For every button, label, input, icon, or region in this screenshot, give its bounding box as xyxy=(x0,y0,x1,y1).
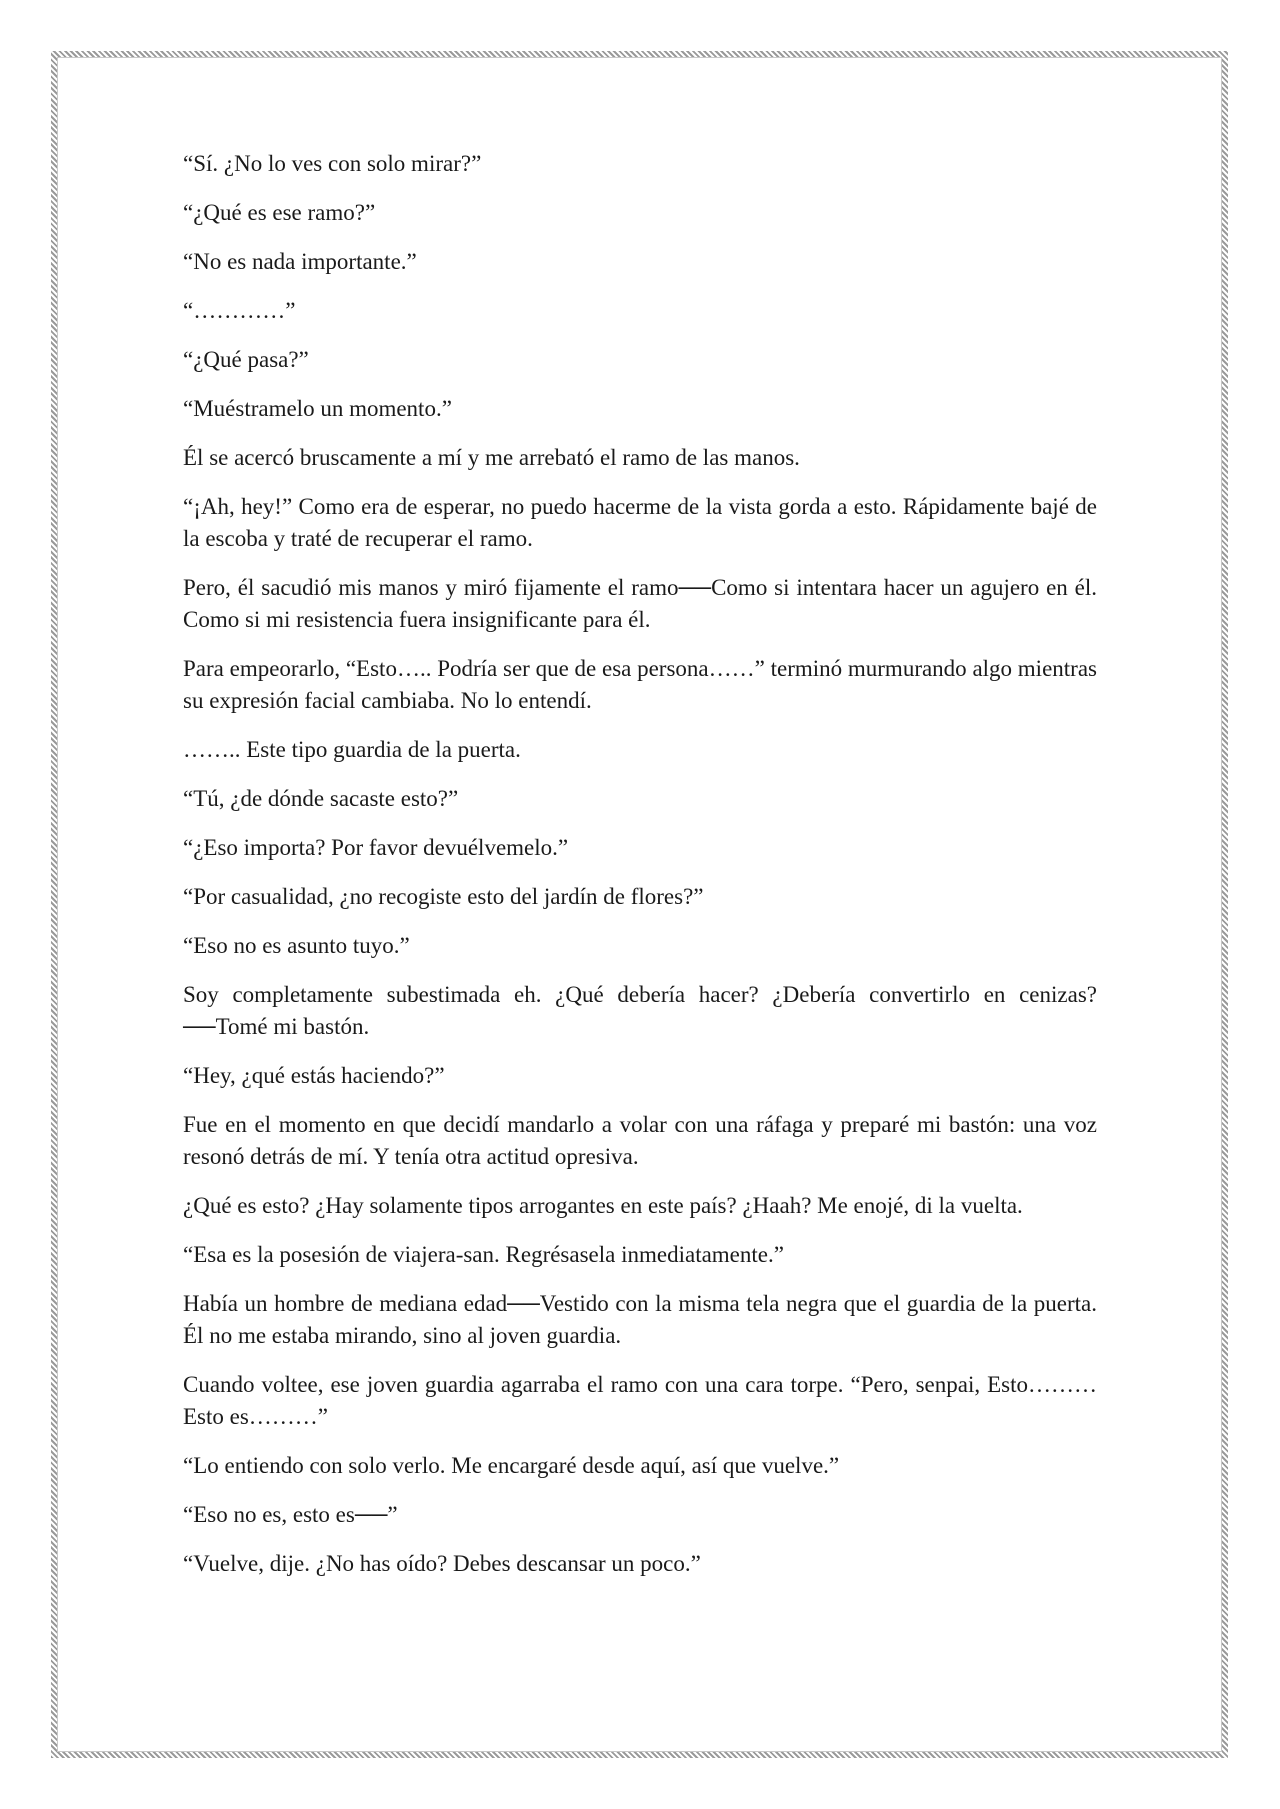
paragraph: “Esa es la posesión de viajera-san. Regrésasela inmediatamente.” xyxy=(183,1242,784,1267)
paragraph: “Lo entiendo con solo verlo. Me encargaré desde aquí, así que vuelve.” xyxy=(183,1453,840,1478)
paragraph: Para empeorarlo, “Esto….. Podría ser que de esa persona……” terminó murmurando algo mientras su expresión facial cambiaba. No lo entendí. xyxy=(183,656,1097,713)
paragraph: “Hey, ¿qué estás haciendo?” xyxy=(183,1063,445,1088)
paragraph: “…………” xyxy=(183,298,296,323)
paragraph: “Por casualidad, ¿no recogiste esto del jardín de flores?” xyxy=(183,884,704,909)
paragraph: “Vuelve, dije. ¿No has oído? Debes descansar un poco.” xyxy=(183,1551,701,1576)
paragraph: “¿Qué es ese ramo?” xyxy=(183,200,376,225)
paragraph: “Eso no es, esto es──” xyxy=(183,1502,398,1527)
paragraph: …….. Este tipo guardia de la puerta. xyxy=(183,737,521,762)
paragraph: “¿Qué pasa?” xyxy=(183,347,309,372)
paragraph: Fue en el momento en que decidí mandarlo a volar con una ráfaga y preparé mi bastón: una voz resonó detrás de mí. Y tenía otra actitud opresiva. xyxy=(183,1112,1097,1169)
document-body xyxy=(183,148,1097,1597)
paragraph: “¿Eso importa? Por favor devuélvemelo.” xyxy=(183,835,569,860)
paragraph: Él se acercó bruscamente a mí y me arrebató el ramo de las manos. xyxy=(183,445,800,470)
paragraph: “No es nada importante.” xyxy=(183,249,417,274)
paragraph: ¿Qué es esto? ¿Hay solamente tipos arrogantes en este país? ¿Haah? Me enojé, di la vuelta. xyxy=(183,1193,1023,1218)
paragraph: “Sí. ¿No lo ves con solo mirar?” xyxy=(183,151,482,176)
paragraph: Pero, él sacudió mis manos y miró fijamente el ramo──Como si intentara hacer un agujero en él. Como si mi resistencia fuera insignificante para él. xyxy=(183,575,1097,632)
paragraph: “Tú, ¿de dónde sacaste esto?” xyxy=(183,786,459,811)
paragraph: “¡Ah, hey!” Como era de esperar, no puedo hacerme de la vista gorda a esto. Rápidamente bajé de la escoba y traté de recuperar el ramo. xyxy=(183,494,1097,551)
paragraph: Había un hombre de mediana edad──Vestido con la misma tela negra que el guardia de la puerta. Él no me estaba mirando, sino al joven guardia. xyxy=(183,1291,1097,1348)
paragraph: “Muéstramelo un momento.” xyxy=(183,396,452,421)
paragraph: Soy completamente subestimada eh. ¿Qué debería hacer? ¿Debería convertirlo en cenizas?──Tomé mi bastón. xyxy=(183,982,1097,1039)
paragraph: “Eso no es asunto tuyo.” xyxy=(183,933,410,958)
paragraph: Cuando voltee, ese joven guardia agarraba el ramo con una cara torpe. “Pero, senpai, Esto……… Esto es………” xyxy=(183,1372,1097,1429)
